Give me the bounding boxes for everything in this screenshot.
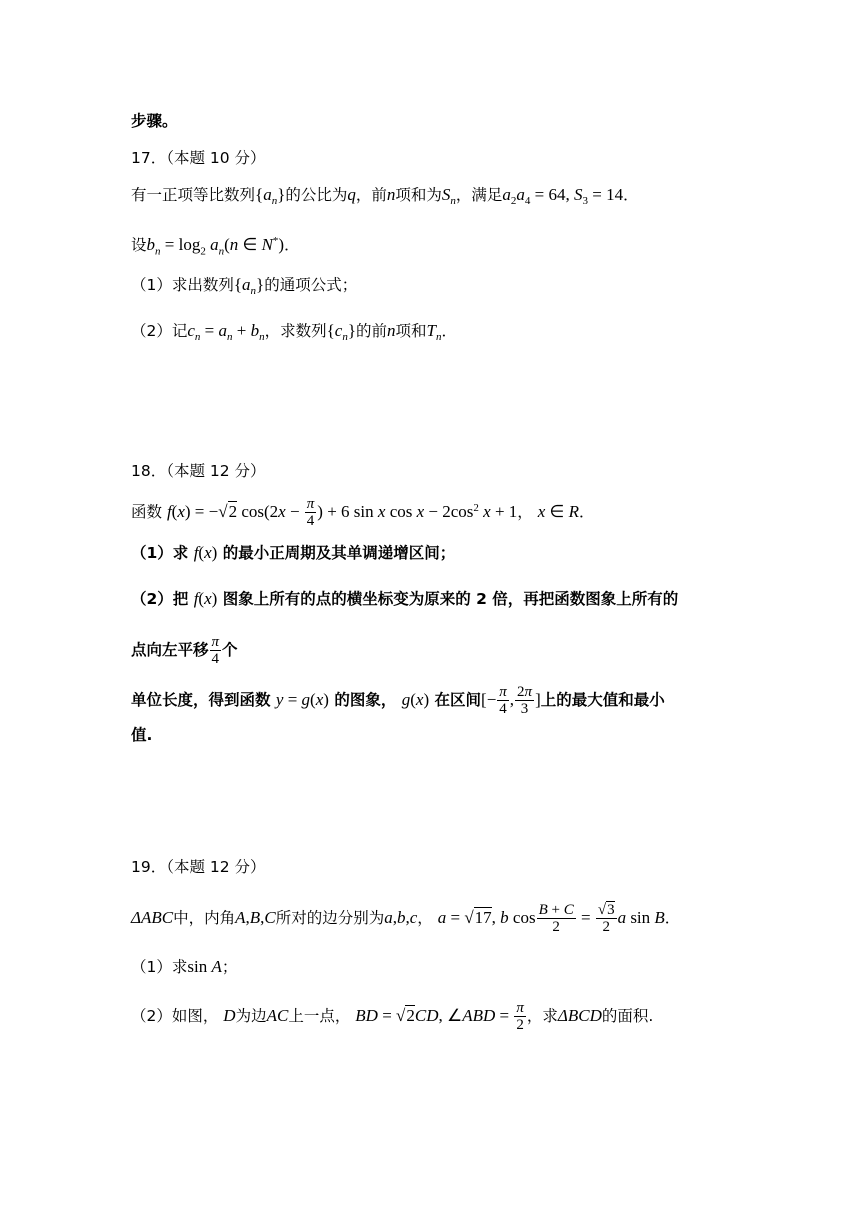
q17-stem-line2: 设$b_n = \log_2 a_n(n$ ∈ N*)． <box>131 235 300 258</box>
intro-tail: 步骤。 <box>131 112 178 130</box>
q19-part1: （1）求sin A； <box>131 957 238 976</box>
q18-part1: （1）求 f(x) 的最小正周期及其单调递增区间； <box>131 543 456 562</box>
q17-part1: （1）求出数列$\{a_n\}$的通项公式； <box>131 275 358 298</box>
q18-part2-line3: 单位长度，得到函数 y = g(x) 的图象， g(x) 在区间[− $\frac{\pi}{4}$ , $\frac{2\pi}{3}$ ]上的最大值和最小 <box>131 684 665 717</box>
q17-part2: （2）记$c_n = a_n + b_n$，求数列$\{c_n\}$的前n项和$T_n$． <box>131 321 458 344</box>
q19-stem: ΔABC中，内角A,B,C所对的边分别为a,b,c， a = √17, b cos $\frac{B + C}{2}$ = $\frac{√3}{2}$ a sin B． <box>131 902 681 935</box>
q18-header: 18．（本题 12 分） <box>131 462 266 480</box>
q18-part2-line2: 点向左平移 $\frac{\pi}{4}$ 个 <box>131 634 238 667</box>
q17-header: 17．（本题 10 分） <box>131 149 266 167</box>
q18-part2-line1: （2）把 f(x) 图象上所有的点的横坐标变为原来的 2 倍，再把函数图象上所有的 <box>131 589 679 608</box>
q19-header: 19．（本题 12 分） <box>131 858 266 876</box>
q18-part2-line4: 值. <box>131 726 153 744</box>
q17-stem-line1: 有一正项等比数列$\{a_n\}$的公比为q，前n项和为$S_n$，满足$a_2a_4 = 64$, $S_3 = 14$． <box>131 185 639 208</box>
q18-stem: 函数 f(x) = −√2 cos(2x − $\frac{\pi}{4}$ ) + 6 sin x $\cos x - 2\cos^2$ x + 1， x ∈ R． <box>131 496 595 529</box>
q19-part2: （2）如图， D为边AC上一点， BD = √2CD, ∠ABD = $\frac{\pi}{2}$ ，求ΔBCD的面积. <box>131 1000 654 1033</box>
